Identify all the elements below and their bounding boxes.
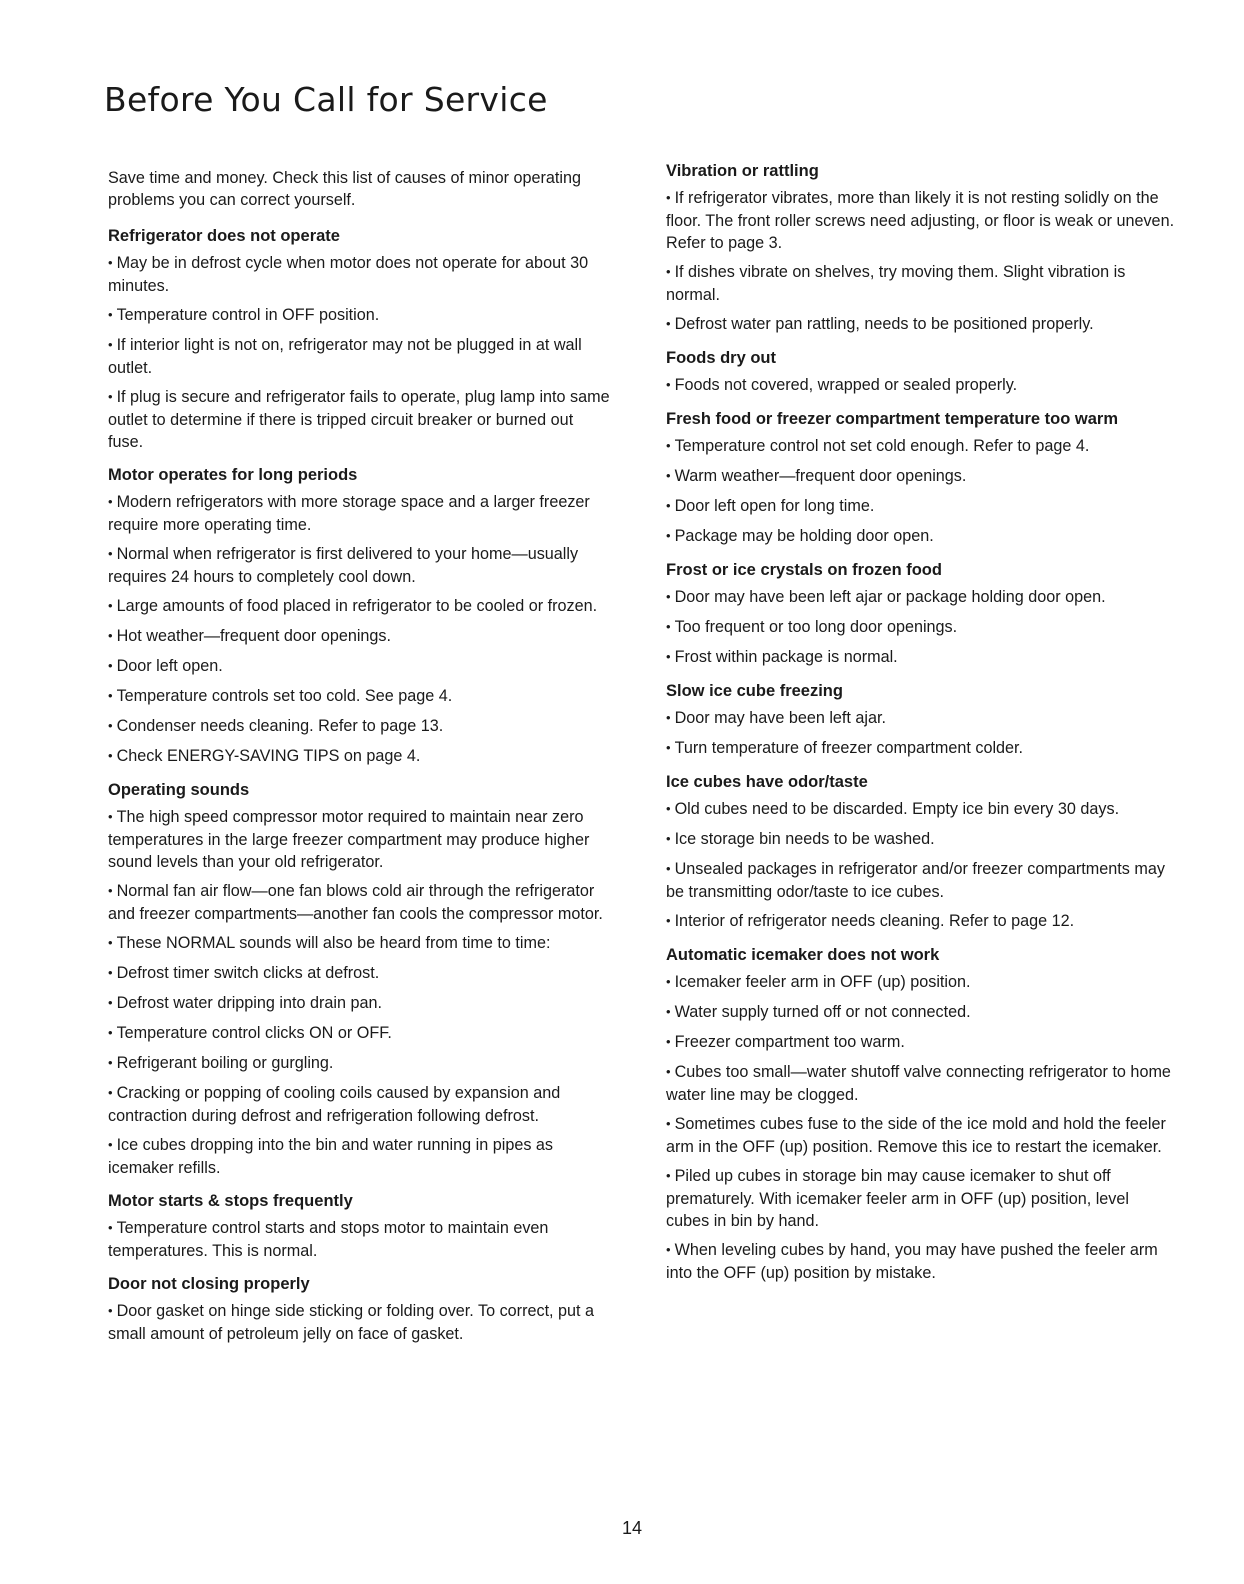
troubleshooting-section: [666, 680, 1176, 760]
cause-item: • Foods not covered, wrapped or sealed properly.: [666, 374, 1176, 397]
cause-item: • Condenser needs cleaning. Refer to page 13.: [108, 715, 610, 738]
cause-item: • Too frequent or too long door openings.: [666, 616, 1176, 639]
cause-item: • If plug is secure and refrigerator fails to operate, plug lamp into same outlet to determine if there is tripped circuit breaker or burned out fuse.: [108, 386, 610, 453]
cause-list: [666, 971, 1176, 1284]
section-heading: Motor operates for long periods: [108, 466, 358, 484]
cause-list: [666, 435, 1176, 548]
intro-text: Save time and money. Check this list of causes of minor operating problems you can correct yourself.: [108, 169, 581, 209]
troubleshooting-section: [666, 408, 1176, 548]
cause-item: • Icemaker feeler arm in OFF (up) position.: [666, 971, 1176, 994]
cause-list: [108, 491, 610, 768]
cause-item: • The high speed compressor motor required to maintain near zero temperatures in the large freezer compartment may produce higher sound levels than your old refrigerator.: [108, 806, 610, 873]
section-heading: Automatic icemaker does not work: [666, 946, 940, 964]
cause-item: • Door gasket on hinge side sticking or folding over. To correct, put a small amount of petroleum jelly on face of gasket.: [108, 1300, 610, 1345]
right-sections: [666, 160, 1176, 1284]
cause-item: • Cracking or popping of cooling coils caused by expansion and contraction during defrost and refrigeration following defrost.: [108, 1082, 610, 1127]
page-number: 14: [622, 1518, 643, 1538]
troubleshooting-section: [108, 464, 610, 768]
cause-item: • If refrigerator vibrates, more than likely it is not resting solidly on the floor. The front roller screws need adjusting, or floor is weak or uneven. Refer to page 3.: [666, 187, 1176, 254]
cause-item: • Door left open.: [108, 655, 610, 678]
cause-item: • Cubes too small—water shutoff valve connecting refrigerator to home water line may be clogged.: [666, 1061, 1176, 1106]
cause-item: • These NORMAL sounds will also be heard from time to time:: [108, 932, 610, 955]
section-heading: Fresh food or freezer compartment temperature too warm: [666, 410, 1119, 428]
section-heading: Foods dry out: [666, 349, 776, 367]
cause-item: • Unsealed packages in refrigerator and/or freezer compartments may be transmitting odor/taste to ice cubes.: [666, 858, 1176, 903]
cause-item: • Frost within package is normal.: [666, 646, 1176, 669]
cause-item: • Temperature control clicks ON or OFF.: [108, 1022, 610, 1045]
cause-item: • If dishes vibrate on shelves, try moving them. Slight vibration is normal.: [666, 261, 1176, 306]
section-heading: Vibration or rattling: [666, 162, 819, 180]
cause-item: • Turn temperature of freezer compartment colder.: [666, 737, 1176, 760]
cause-list: [108, 1300, 610, 1345]
cause-item: • Package may be holding door open.: [666, 525, 1176, 548]
troubleshooting-section: [666, 771, 1176, 933]
cause-item: • Ice cubes dropping into the bin and water running in pipes as icemaker refills.: [108, 1134, 610, 1179]
cause-item: • Temperature control not set cold enough. Refer to page 4.: [666, 435, 1176, 458]
cause-item: • Defrost timer switch clicks at defrost.: [108, 962, 610, 985]
cause-item: • Temperature control in OFF position.: [108, 304, 610, 327]
cause-item: • Normal fan air flow—one fan blows cold air through the refrigerator and freezer compartments—another fan cools the compressor motor.: [108, 880, 610, 925]
troubleshooting-section: [666, 160, 1176, 336]
cause-item: • Sometimes cubes fuse to the side of the ice mold and hold the feeler arm in the OFF (up) position. Remove this ice to restart the icemaker.: [666, 1113, 1176, 1158]
troubleshooting-section: [108, 1190, 610, 1262]
troubleshooting-section: [108, 779, 610, 1179]
section-heading: Frost or ice crystals on frozen food: [666, 561, 942, 579]
cause-item: • Defrost water pan rattling, needs to be positioned properly.: [666, 313, 1176, 336]
cause-item: • Water supply turned off or not connected.: [666, 1001, 1176, 1024]
cause-list: [666, 586, 1176, 669]
cause-item: • Door left open for long time.: [666, 495, 1176, 518]
cause-list: [108, 252, 610, 453]
cause-item: • Freezer compartment too warm.: [666, 1031, 1176, 1054]
section-heading: Slow ice cube freezing: [666, 682, 843, 700]
cause-item: • Normal when refrigerator is first delivered to your home—usually requires 24 hours to completely cool down.: [108, 543, 610, 588]
section-heading: Motor starts & stops frequently: [108, 1192, 353, 1210]
section-heading: Operating sounds: [108, 781, 250, 799]
cause-item: • Modern refrigerators with more storage space and a larger freezer require more operating time.: [108, 491, 610, 536]
cause-item: • Check ENERGY-SAVING TIPS on page 4.: [108, 745, 610, 768]
cause-item: • Door may have been left ajar.: [666, 707, 1176, 730]
cause-item: • Piled up cubes in storage bin may cause icemaker to shut off prematurely. With icemaker feeler arm in OFF (up) position, level cubes in bin by hand.: [666, 1165, 1176, 1232]
left-sections: [108, 225, 610, 1345]
cause-item: • Interior of refrigerator needs cleaning. Refer to page 12.: [666, 910, 1176, 933]
cause-list: [108, 806, 610, 1179]
cause-list: [666, 374, 1176, 397]
troubleshooting-section: [108, 1273, 610, 1345]
cause-item: • Ice storage bin needs to be washed.: [666, 828, 1176, 851]
cause-item: • Old cubes need to be discarded. Empty ice bin every 30 days.: [666, 798, 1176, 821]
cause-item: • Hot weather—frequent door openings.: [108, 625, 610, 648]
troubleshooting-section: [666, 559, 1176, 669]
troubleshooting-section: [666, 347, 1176, 397]
cause-item: • Warm weather—frequent door openings.: [666, 465, 1176, 488]
cause-item: • Temperature controls set too cold. See page 4.: [108, 685, 610, 708]
left-column: [108, 167, 610, 1356]
cause-list: [666, 187, 1176, 336]
cause-item: • Defrost water dripping into drain pan.: [108, 992, 610, 1015]
section-heading: Door not closing properly: [108, 1275, 310, 1293]
cause-list: [666, 798, 1176, 933]
section-heading: Ice cubes have odor/taste: [666, 773, 868, 791]
cause-item: • Refrigerant boiling or gurgling.: [108, 1052, 610, 1075]
cause-item: • When leveling cubes by hand, you may have pushed the feeler arm into the OFF (up) position by mistake.: [666, 1239, 1176, 1284]
cause-item: • If interior light is not on, refrigerator may not be plugged in at wall outlet.: [108, 334, 610, 379]
cause-item: • Temperature control starts and stops motor to maintain even temperatures. This is normal.: [108, 1217, 610, 1262]
troubleshooting-section: [108, 225, 610, 453]
cause-list: [666, 707, 1176, 760]
cause-item: • Large amounts of food placed in refrigerator to be cooled or frozen.: [108, 595, 610, 618]
page-title: Before You Call for Service: [104, 80, 548, 119]
right-column: [666, 160, 1176, 1295]
cause-item: • Door may have been left ajar or package holding door open.: [666, 586, 1176, 609]
cause-list: [108, 1217, 610, 1262]
section-heading: Refrigerator does not operate: [108, 227, 340, 245]
troubleshooting-section: [666, 944, 1176, 1284]
cause-item: • May be in defrost cycle when motor does not operate for about 30 minutes.: [108, 252, 610, 297]
